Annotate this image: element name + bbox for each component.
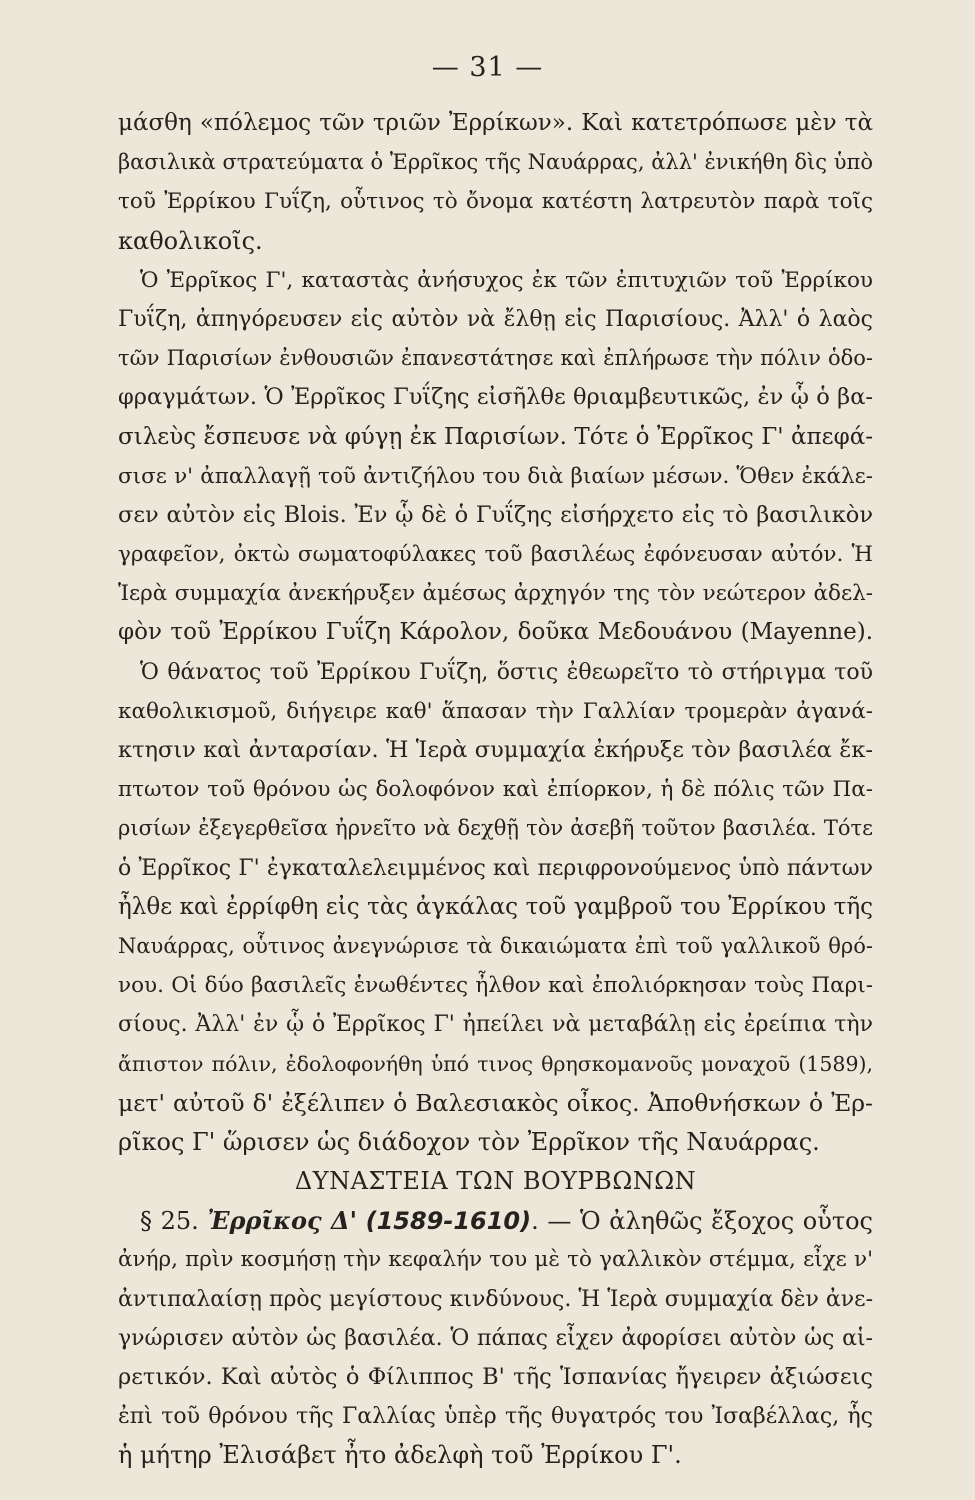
text-line-10: σισε ν' ἀπαλλαγῇ τοῦ ἀντιζήλου του διὰ βιαίων μέσων. Ὅθεν ἐκάλε- xyxy=(118,463,873,489)
section-first-line-rest: . — Ὁ ἀληθῶς ἔξοχος οὗτος xyxy=(531,1207,873,1236)
section-number: § 25. xyxy=(140,1207,199,1236)
section-25-line-4: ρετικόν. Καὶ αὐτὸς ὁ Φίλιππος Β' τῆς Ἱσπανίας ἤγειρεν ἀξιώσεις xyxy=(118,1364,873,1390)
text-line-3: τοῦ Ἐρρίκου Γυΐζη, οὗτινος τὸ ὄνομα κατέστη λατρευτὸν παρὰ τοῖς xyxy=(118,189,873,215)
section-25-line-6: ἡ μήτηρ Ἐλισάβετ ἦτο ἀδελφὴ τοῦ Ἐρρίκου Γ'. xyxy=(118,1441,682,1470)
text-line-25: ἄπιστον πόλιν, ἐδολοφονήθη ὑπό τινος θρησκομανοῦς μοναχοῦ (1589), xyxy=(118,1051,873,1076)
section-25-line-3: γνώρισεν αὐτὸν ὡς βασιλέα. Ὁ πάπας εἶχεν ἀφορίσει αὐτὸν ὡς αἱ- xyxy=(118,1325,873,1351)
text-line-6: Γυΐζη, ἀπηγόρευσεν εἰς αὐτὸν νὰ ἔλθῃ εἰς Παρισίους. Ἀλλ' ὁ λαὸς xyxy=(118,306,873,332)
section-heading: ΔΥΝΑΣΤΕΙΑ ΤΩΝ ΒΟΥΡΒΩΝΩΝ xyxy=(294,1167,697,1196)
section-25-line-2: ἀντιπαλαίσῃ πρὸς μεγίστους κινδύνους. Ἡ Ἱερὰ συμμαχία δὲν ἀνε- xyxy=(118,1286,873,1312)
text-line-16: καθολικισμοῦ, διήγειρε καθ' ἅπασαν τὴν Γαλλίαν τρομερὰν ἀγανά- xyxy=(118,698,873,724)
text-line-11: σεν αὐτὸν εἰς Blois. Ἐν ᾧ δὲ ὁ Γυΐζης εἰσήρχετο εἰς τὸ βασιλικὸν xyxy=(118,501,873,528)
text-line-14: φὸν τοῦ Ἐρρίκου Γυΐζη Κάρολον, δοῦκα Μεδουάνου (Mayenne). xyxy=(118,619,873,646)
text-line-26: μετ' αὐτοῦ δ' ἐξέλιπεν ὁ Βαλεσιακὸς οἶκος. Ἀποθνήσκων ὁ Ἐρ- xyxy=(118,1088,873,1117)
text-line-21: ἦλθε καὶ ἐρρίφθη εἰς τὰς ἀγκάλας τοῦ γαμβροῦ του Ἐρρίκου τῆς xyxy=(118,893,873,920)
text-line-24: σίους. Ἀλλ' ἐν ᾧ ὁ Ἐρρῖκος Γ' ἠπείλει νὰ μεταβάλῃ εἰς ἐρείπια τὴν xyxy=(118,1012,873,1038)
text-line-23: νου. Οἱ δύο βασιλεῖς ἑνωθέντες ἦλθον καὶ ἐπολιόρκησαν τοὺς Παρι- xyxy=(118,973,873,999)
text-line-12: γραφεῖον, ὀκτὼ σωματοφύλακες τοῦ βασιλέως ἐφόνευσαν αὐτόν. Ἡ xyxy=(118,542,873,568)
body-text xyxy=(118,104,873,1476)
text-line-8: φραγμάτων. Ὁ Ἐρρῖκος Γυΐζης εἰσῆλθε θριαμβευτικῶς, ἐν ᾧ ὁ βα- xyxy=(118,384,873,411)
text-line-2: βασιλικὰ στρατεύματα ὁ Ἐρρῖκος τῆς Ναυάρρας, ἀλλ' ἐνικήθη δὶς ὑπὸ xyxy=(118,150,873,175)
section-25-first-line xyxy=(118,1201,873,1240)
text-line-9: σιλεὺς ἔσπευσε νὰ φύγῃ ἐκ Παρισίων. Τότε ὁ Ἐρρῖκος Γ' ἀπεφά- xyxy=(118,423,873,450)
text-line-19: ρισίων ἐξεγερθεῖσα ἠρνεῖτο νὰ δεχθῇ τὸν ἀσεβῆ τοῦτον βασιλέα. Τότε xyxy=(118,816,873,841)
text-line-1: μάσθη «πόλεμος τῶν τριῶν Ἐρρίκων». Καὶ κατετρόπωσε μὲν τὰ xyxy=(118,110,873,136)
section-25-line-5: ἐπὶ τοῦ θρόνου τῆς Γαλλίας ὑπὲρ τῆς θυγατρός του Ἰσαβέλλας, ἧς xyxy=(118,1404,873,1430)
text-line-5: Ὁ Ἐρρῖκος Γ', καταστὰς ἀνήσυχος ἐκ τῶν ἐπιτυχιῶν τοῦ Ἐρρίκου xyxy=(140,267,873,293)
section-dates: (1589-1610) xyxy=(365,1207,532,1236)
text-line-17: κτησιν καὶ ἀνταρσίαν. Ἡ Ἱερὰ συμμαχία ἐκήρυξε τὸν βασιλέα ἔκ- xyxy=(118,737,873,763)
section-25-line-1: ἀνήρ, πρὶν κοσμήσῃ τὴν κεφαλήν του μὲ τὸ γαλλικὸν στέμμα, εἶχε ν' xyxy=(118,1247,873,1273)
section-title: Ἐρρῖκος Δ' xyxy=(207,1206,357,1236)
text-line-27: ρῖκος Γ' ὥρισεν ὡς διάδοχον τὸν Ἐρρῖκον τῆς Ναυάρρας. xyxy=(118,1127,820,1156)
text-line-13: Ἱερὰ συμμαχία ἀνεκήρυξεν ἀμέσως ἀρχηγόν της τὸν νεώτερον ἀδελ- xyxy=(118,581,873,607)
text-line-20: ὁ Ἐρρῖκος Γ' ἐγκαταλελειμμένος καὶ περιφρονούμενος ὑπὸ πάντων xyxy=(118,855,873,881)
text-line-18: πτωτον τοῦ θρόνου ὡς δολοφόνον καὶ ἐπίορκον, ἡ δὲ πόλις τῶν Πα- xyxy=(118,777,873,803)
page-number: — 31 — xyxy=(431,52,544,83)
text-line-15: Ὁ θάνατος τοῦ Ἐρρίκου Γυΐζη, ὅστις ἐθεωρεῖτο τὸ στήριγμα τοῦ xyxy=(140,659,873,685)
text-line-7: τῶν Παρισίων ἐνθουσιῶν ἐπανεστάτησε καὶ ἐπλήρωσε τὴν πόλιν ὁδο- xyxy=(118,346,873,371)
text-line-4: καθολικοῖς. xyxy=(118,226,263,255)
text-line-22: Ναυάρρας, οὗτινος ἀνεγνώρισε τὰ δικαιώματα ἐπὶ τοῦ γαλλικοῦ θρό- xyxy=(118,933,873,958)
